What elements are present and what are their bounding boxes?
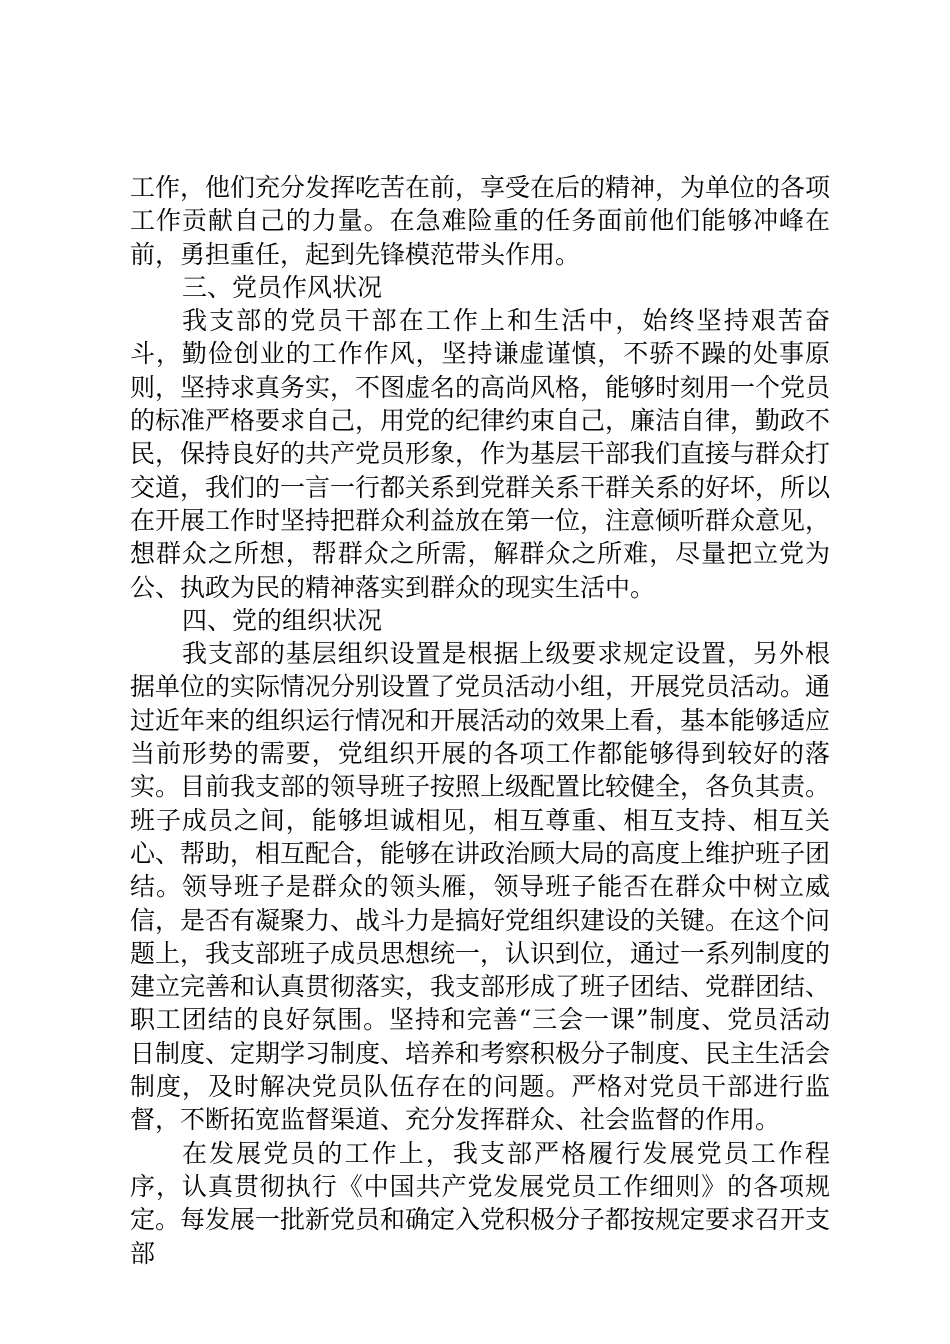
paragraph-member-development: 在发展党员的工作上，我支部严格履行发展党员工作程序，认真贯彻执行《中国共产党发展党员工作细则》的各项规定。每发展一批新党员和确定入党积极分子都按规定要求召开支部 (130, 1138, 831, 1268)
document-body (130, 171, 830, 1270)
paragraph-continuation: 工作，他们充分发挥吃苦在前，享受在后的精神，为单位的各项工作贡献自己的力量。在急难险重的任务面前他们能够冲峰在前，勇担重任，起到先锋模范带头作用。 (130, 173, 831, 269)
section-heading-style: 三、党员作风状况 (182, 272, 383, 302)
section-heading-organization: 四、党的组织状况 (182, 605, 383, 635)
paragraph-style-body: 我支部的党员干部在工作上和生活中，始终坚持艰苦奋斗，勤俭创业的工作作风，坚持谦虚谨慎，不骄不躁的处事原则，坚持求真务实，不图虚名的高尚风格，能够时刻用一个党员的标准严格要求自己，用党的纪律约束自己，廉洁自律，勤政不民，保持良好的共产党员形象，作为基层干部我们直接与群众打交道，我们的一言一行都关系到党群关系干群关系的好坏，所以在开展工作时坚持把群众利益放在第一位，注意倾听群众意见，想群众之所想，帮群众之所需，解群众之所难，尽量把立党为公、执政为民的精神落实到群众的现实生活中。 (130, 306, 831, 602)
paragraph-organization-body: 我支部的基层组织设置是根据上级要求规定设置，另外根据单位的实际情况分别设置了党员活动小组，开展党员活动。通过近年来的组织运行情况和开展活动的效果上看，基本能够适应当前形势的需要，党组织开展的各项工作都能够得到较好的落实。目前我支部的领导班子按照上级配置比较健全，各负其责。班子成员之间，能够坦诚相见，相互尊重、相互支持、相互关心、帮助，相互配合，能够在讲政治顾大局的高度上维护班子团结。领导班子是群众的领头雁，领导班子能否在群众中树立威信，是否有凝聚力、战斗力是搞好党组织建设的关键。在这个问题上，我支部班子成员思想统一，认识到位，通过一系列制度的建立完善和认真贯彻落实，我支部形成了班子团结、党群团结、职工团结的良好氛围。坚持和完善“三会一课”制度、党员活动日制度、定期学习制度、培养和考察积极分子制度、民主生活会制度，及时解决党员队伍存在的问题。严格对党员干部进行监督，不断拓宽监督渠道、充分发挥群众、社会监督的作用。 (130, 639, 831, 1135)
